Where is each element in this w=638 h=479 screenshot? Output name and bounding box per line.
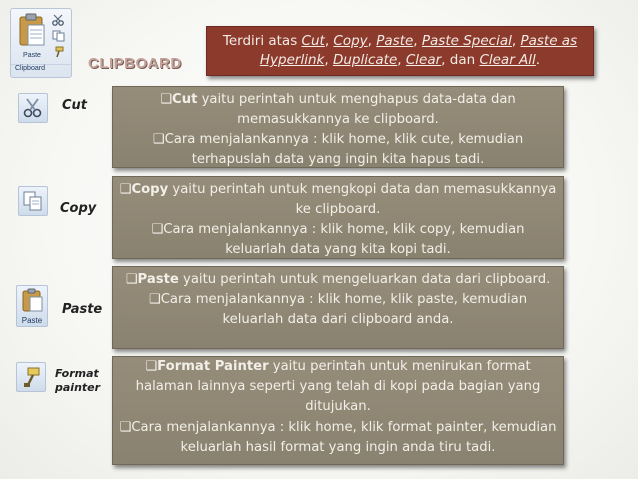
banner-item-paste-special: Paste Special — [421, 33, 512, 49]
term-format-painter: Format Painter — [157, 359, 269, 374]
banner-item-paste-hyperlink: Paste as Hyperlink — [259, 33, 578, 68]
panel-copy — [112, 176, 564, 259]
banner-item-cut: Cut — [301, 33, 325, 49]
banner-and: dan — [445, 52, 480, 68]
bullet: ❑ — [160, 92, 173, 107]
ribbon-clipboard-group — [10, 8, 72, 78]
definition-paste: yaitu perintah untuk mengeluarkan data dari clipboard. — [178, 272, 551, 287]
paste-icon — [21, 288, 45, 314]
header-banner: Terdiri atas Cut, Copy, Paste, Paste Special, Paste as Hyperlink, Duplicate, Clear, dan Clear All. — [206, 26, 594, 76]
banner-item-paste: Paste — [376, 33, 414, 49]
paste-row-icon — [16, 285, 48, 327]
panel-format-painter — [112, 356, 564, 465]
copy-icon[interactable] — [51, 30, 67, 42]
banner-prefix: Terdiri atas — [222, 33, 302, 49]
paste-row-icon-caption: Paste — [21, 316, 43, 325]
bullet: ❑ — [152, 132, 165, 147]
steps-copy: Cara menjalankannya : klik home, klik copy, kemudian keluarlah data yang kita kopi tadi. — [163, 222, 525, 257]
panel-paste — [112, 266, 564, 349]
term-copy: Copy — [131, 182, 169, 197]
steps-cut: Cara menjalankannya : klik home, klik cute, kemudian terhapuslah data yang ingin kita hapus tadi. — [164, 132, 524, 167]
bullet: ❑ — [151, 222, 164, 237]
bullet: ❑ — [119, 182, 132, 197]
row-label-paste: Paste — [62, 302, 103, 317]
format-painter-icon[interactable] — [51, 46, 67, 58]
format-painter-row-icon — [16, 362, 46, 392]
page-title: CLIPBOARD — [88, 55, 182, 72]
paste-icon[interactable] — [17, 13, 47, 57]
definition-copy: yaitu perintah untuk mengkopi data dan memasukkannya ke clipboard. — [168, 182, 557, 217]
cut-row-icon — [18, 93, 48, 123]
ribbon-group-label: Clipboard — [11, 64, 71, 76]
panel-cut — [112, 86, 564, 168]
steps-format-painter: Cara menjalankannya : klik home, klik format painter, kemudian keluarlah hasil format yang ingin anda tiru tadi. — [131, 419, 557, 455]
ribbon-paste-label[interactable]: Paste — [23, 52, 41, 59]
row-label-format-painter: Format painter — [55, 367, 101, 394]
definition-format-painter: yaitu perintah untuk menirukan format halaman lainnya seperti yang telah di kopi pada bagian yang ditujukan. — [135, 359, 541, 415]
term-paste: Paste — [137, 272, 179, 287]
bullet: ❑ — [145, 359, 158, 374]
scissors-icon — [22, 97, 44, 119]
definition-cut: yaitu perintah untuk menghapus data-data dan memasukkannya ke clipboard. — [197, 92, 516, 127]
format-painter-icon — [20, 366, 42, 388]
bullet: ❑ — [125, 272, 138, 287]
banner-item-clear-all: Clear All — [479, 52, 536, 68]
bullet: ❑ — [119, 419, 132, 435]
steps-paste: Cara menjalankannya : klik home, klik paste, kemudian keluarlah data dari clipboard anda. — [160, 292, 528, 327]
term-cut: Cut — [172, 92, 198, 107]
cut-icon[interactable] — [51, 14, 67, 26]
banner-item-copy: Copy — [333, 33, 368, 49]
copy-icon — [22, 190, 44, 212]
row-label-copy: Copy — [60, 201, 97, 216]
banner-suffix: . — [535, 52, 541, 68]
bullet: ❑ — [148, 292, 161, 307]
row-label-cut: Cut — [62, 98, 88, 113]
banner-item-duplicate: Duplicate — [332, 52, 398, 68]
banner-item-clear: Clear — [405, 52, 442, 68]
copy-row-icon — [18, 186, 48, 216]
